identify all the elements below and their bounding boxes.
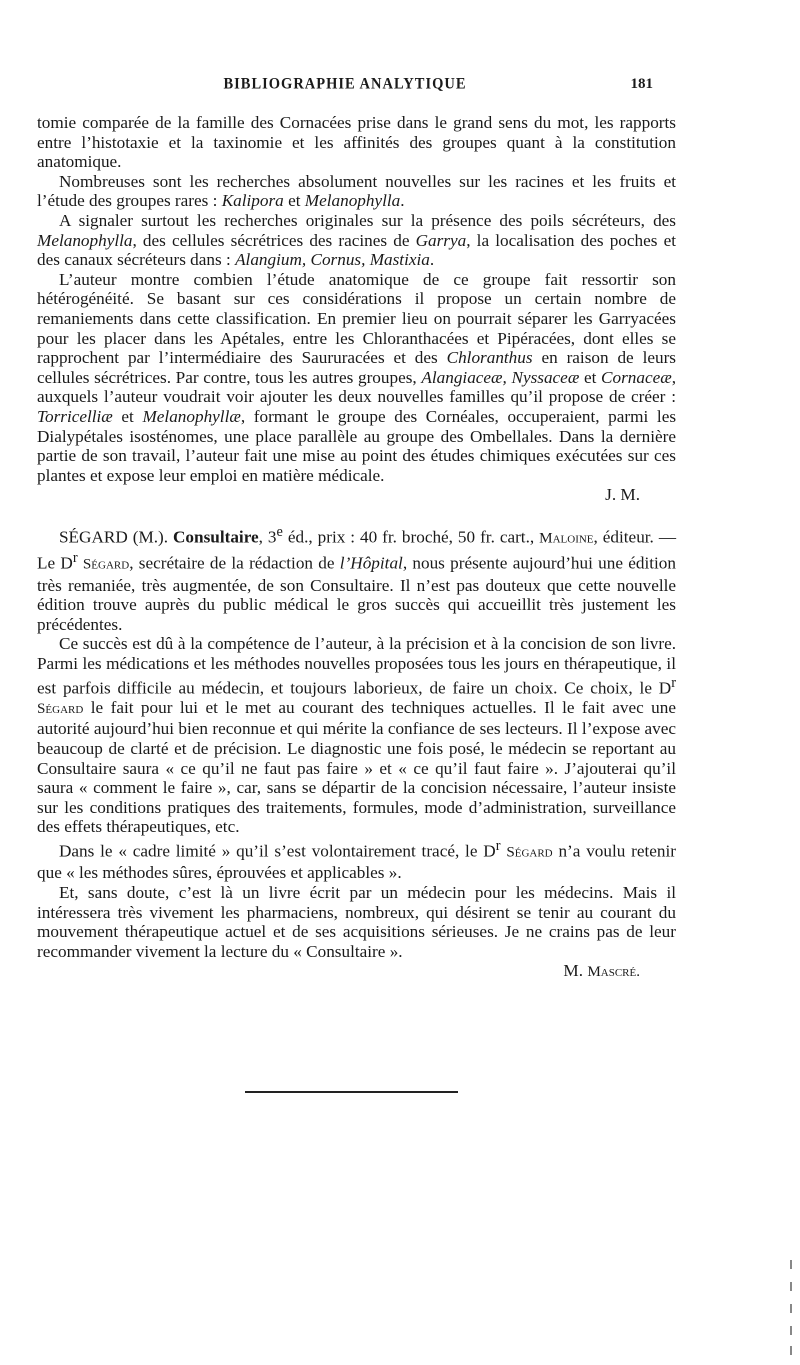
- review2-paragraph-4: Et, sans doute, c’est là un livre écrit par un médecin pour les médecins. Mais il intéressera très vivement les pharmaciens, nombreux, qui désirent se tenir au courant du mouvement thérapeutique actuel et de ses acquisitions sérieuses. Je ne crains pas de leur recommander vivement la lecture du « Consultaire ».: [37, 882, 676, 961]
- taxon-name: Cornaceæ: [601, 367, 672, 387]
- review1-paragraph-1: tomie comparée de la famille des Cornacées prise dans le grand sens du mot, les rapports entre l’histotaxie et la taxinomie et les affinités des groupes quant à la constitution anatomique.: [37, 113, 676, 172]
- journal-name: l’Hôpital: [339, 553, 403, 573]
- review2-heading-paragraph: SÉGARD (M.). Consultaire, 3e éd., prix : 40 fr. broché, 50 fr. cart., Maloine, éditeur. — Le $D^r$ Ségard, secrétaire de la rédaction de l’Hôpital, nous présente aujourd’hui une édition très remaniée, très augmentée, de son Consultaire. Il n’est pas douteux que cette nouvelle édition trouve auprès du public médical le gros succès qui accueillit très justement les précédentes.: [37, 523, 677, 634]
- taxon-name: Melanophylla: [37, 230, 133, 250]
- review2-publisher: Maloine: [539, 530, 594, 547]
- taxon-name: Torricelliæ: [37, 406, 113, 426]
- taxon-name: Melanophylla: [304, 191, 401, 211]
- review1-paragraph-2: Nombreuses sont les recherches absolument nouvelles sur les racines et les fruits et l’étude des groupes rares : Kalipora et Melanophylla.: [37, 171, 676, 211]
- running-head: [37, 76, 653, 96]
- review2-author: SÉGARD (M.).: [59, 527, 174, 547]
- review2-paragraph-2: Ce succès est dû à la compétence de l’auteur, à la précision et à la concision de son livre. Parmi les médications et les méthodes nouvelles proposées tous les jours en thérapeutique, il est parfois difficile au médecin, et toujours laborieux, de faire un choix. Ce choix, le $D^r$ Ségard le fait pour lui et le met au courant des techniques actuelles. Il le fait avec une autorité aujourd’hui bien reconnue et qui mérite la confiance de ses lecteurs. Il l’expose avec beaucoup de clarté et de précision. Le diagnostic une fois posé, le médecin se reportant au Consultaire saura « ce qu’il ne faut pas faire » et « ce qu’il faut faire ». J’ajouterai qu’il saura « comment le faire », car, sans se départir de la concision nécessaire, l’auteur insiste sur les conditions pratiques des traitements, formules, mode d’administration, surveillance des effets thérapeutiques, etc.: [37, 634, 676, 837]
- review2-book-title: Consultaire: [173, 527, 259, 547]
- section-gap: [37, 505, 676, 523]
- review1-signature: J. M.: [605, 485, 640, 505]
- margin-marks: [790, 1260, 794, 1360]
- section-divider-rule: [245, 1091, 458, 1093]
- page-number: 181: [630, 76, 653, 92]
- taxon-name: Melanophyllæ: [142, 406, 241, 426]
- running-title: BIBLIOGRAPHIE ANALYTIQUE: [223, 75, 467, 93]
- taxon-name: Kalipora: [221, 191, 284, 211]
- body-text: [37, 113, 676, 983]
- review1-paragraph-3: A signaler surtout les recherches originales sur la présence des poils sécréteurs, des Melanophylla, des cellules sécrétrices des racines de Garrya, la localisation des poches et des canaux sécréteurs dans : Alangium, Cornus, Mastixia.: [37, 210, 676, 270]
- review2-signature-line: [37, 961, 676, 983]
- review2-signature: M. Mascré.: [563, 961, 640, 981]
- taxon-name: Garrya: [415, 230, 467, 250]
- review1-paragraph-4: L’auteur montre combien l’étude anatomique de ce groupe fait ressortir son hétérogénéité. Se basant sur ces considérations il propose un certain nombre de remaniements dans cette classification. En premier lieu on pourrait séparer les Garryacées pour les placer dans les Apétales, entre les Chloranthacées et Pipéracées, dont elles se rapprochent par l’intermédiaire des Saururacées et des Chloranthus en raison de leurs cellules sécrétrices. Par contre, tous les autres groupes, Alangiaceæ, Nyssaceæ et Cornaceæ, auxquels l’auteur voudrait voir ajouter les deux nouvelles familles qu’il propose de créer : Torricelliæ et Melanophyllæ, formant le groupe des Cornéales, occuperaient, parmi les Dialypétales isosténomes, une place parallèle au groupe des Ombellales. Dans la dernière partie de son travail, l’auteur fait une mise au point des études chimiques exécutées sur ces plantes et expose leur emploi en matière médicale.: [37, 269, 677, 485]
- review2-paragraph-3: Dans le « cadre limité » qu’il s’est volontairement tracé, le $D^r$ Ségard n’a voulu retenir que « les méthodes sûres, éprouvées et applicables ».: [37, 837, 677, 883]
- taxon-name: Chloranthus: [446, 348, 533, 368]
- taxon-name: Alangium, Cornus, Mastixia: [235, 250, 430, 270]
- taxon-name: Alangiaceæ, Nyssaceæ: [421, 367, 580, 387]
- review1-signature-line: [37, 485, 676, 505]
